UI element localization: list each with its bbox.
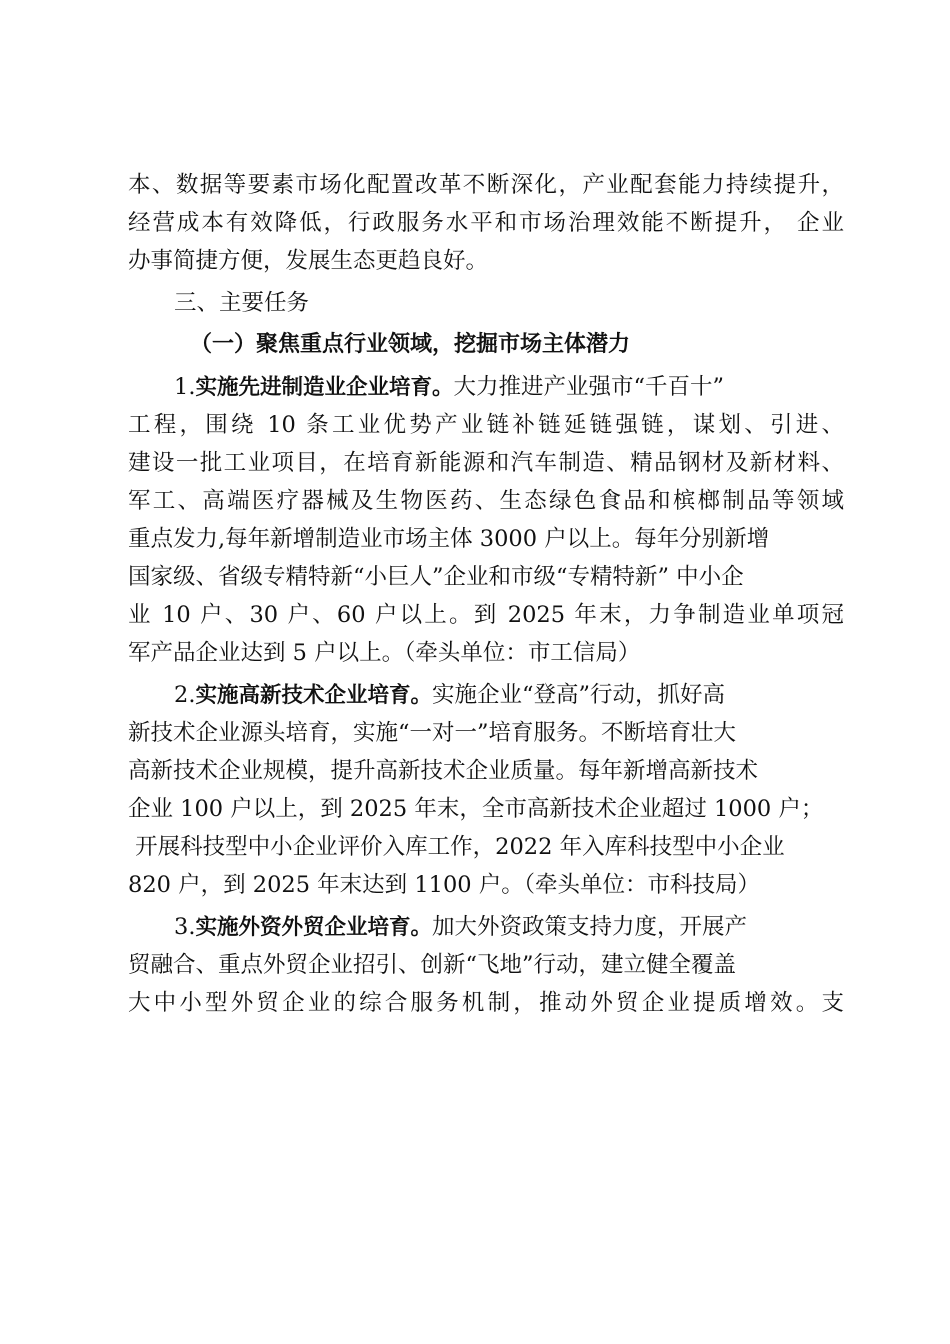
item-2-line: 820 户，到 2025 年末达到 1100 户。（牵头单位：市科技局） — [128, 872, 760, 898]
section-heading: 三、主要任务 — [174, 290, 310, 316]
item-2-number: 2. — [174, 682, 196, 708]
item-2-first-line-text: 实施企业“登高”行动，抓好高 — [431, 682, 725, 708]
item-1-line: 工程，围绕 10 条工业优势产业链补链延链强链，谋划、引进、 — [128, 412, 844, 438]
item-2-line: 企业 100 户以上，到 2025 年末，全市高新技术企业超过 1000 户； — [128, 796, 824, 822]
item-1-first-line — [128, 368, 844, 406]
item-2-line: 高新技术企业规模，提升高新技术企业质量。每年新增高新技术 — [128, 758, 759, 784]
item-1-line: 重点发力,每年新增制造业市场主体 3000 户以上。每年分别新增 — [128, 526, 770, 552]
item-3-number: 3. — [174, 914, 196, 940]
item-3-line: 贸融合、重点外贸企业招引、创新“飞地”行动，建立健全覆盖 — [128, 952, 737, 978]
item-2-line: 新技术企业源头培育，实施“一对一”培育服务。不断培育壮大 — [128, 720, 737, 746]
item-1-line: 军工、高端医疗器械及生物医药、生态绿色食品和槟榔制品等领域 — [128, 488, 844, 514]
item-1-title: 实施先进制造业企业培育。 — [195, 375, 454, 400]
subsection-heading: （一）聚焦重点行业领域，挖掘市场主体潜力 — [190, 332, 631, 357]
item-2-line: 开展科技型中小企业评价入库工作，2022 年入库科技型中小企业 — [128, 834, 785, 860]
item-1-line: 军产品企业达到 5 户以上。（牵头单位：市工信局） — [128, 640, 641, 666]
item-1-line: 建设一批工业项目，在培育新能源和汽车制造、精品钢材及新材料、 — [128, 450, 844, 476]
item-1-line: 业 10 户、30 户、60 户以上。到 2025 年末，力争制造业单项冠 — [128, 602, 844, 628]
item-1-line: 国家级、省级专精特新“小巨人”企业和市级“专精特新” 中小企 — [128, 564, 744, 590]
item-3-title: 实施外资外贸企业培育。 — [195, 915, 432, 940]
document-page — [128, 166, 844, 1022]
intro-line-1: 本、数据等要素市场化配置改革不断深化，产业配套能力持续提升， — [128, 172, 844, 198]
item-2-title: 实施高新技术企业培育。 — [195, 683, 432, 708]
intro-line-3: 办事简捷方便，发展生态更趋良好。 — [128, 248, 489, 274]
item-3-first-line — [128, 908, 844, 946]
item-3-first-line-text: 加大外资政策支持力度，开展产 — [431, 914, 747, 940]
intro-line-2: 经营成本有效降低，行政服务水平和市场治理效能不断提升， 企业 — [128, 210, 844, 236]
item-1-number: 1. — [174, 374, 196, 400]
item-1-first-line-text: 大力推进产业强市“千百十” — [453, 374, 724, 400]
item-3-line: 大中小型外贸企业的综合服务机制，推动外贸企业提质增效。支 — [128, 990, 844, 1016]
item-2-first-line — [128, 676, 844, 714]
